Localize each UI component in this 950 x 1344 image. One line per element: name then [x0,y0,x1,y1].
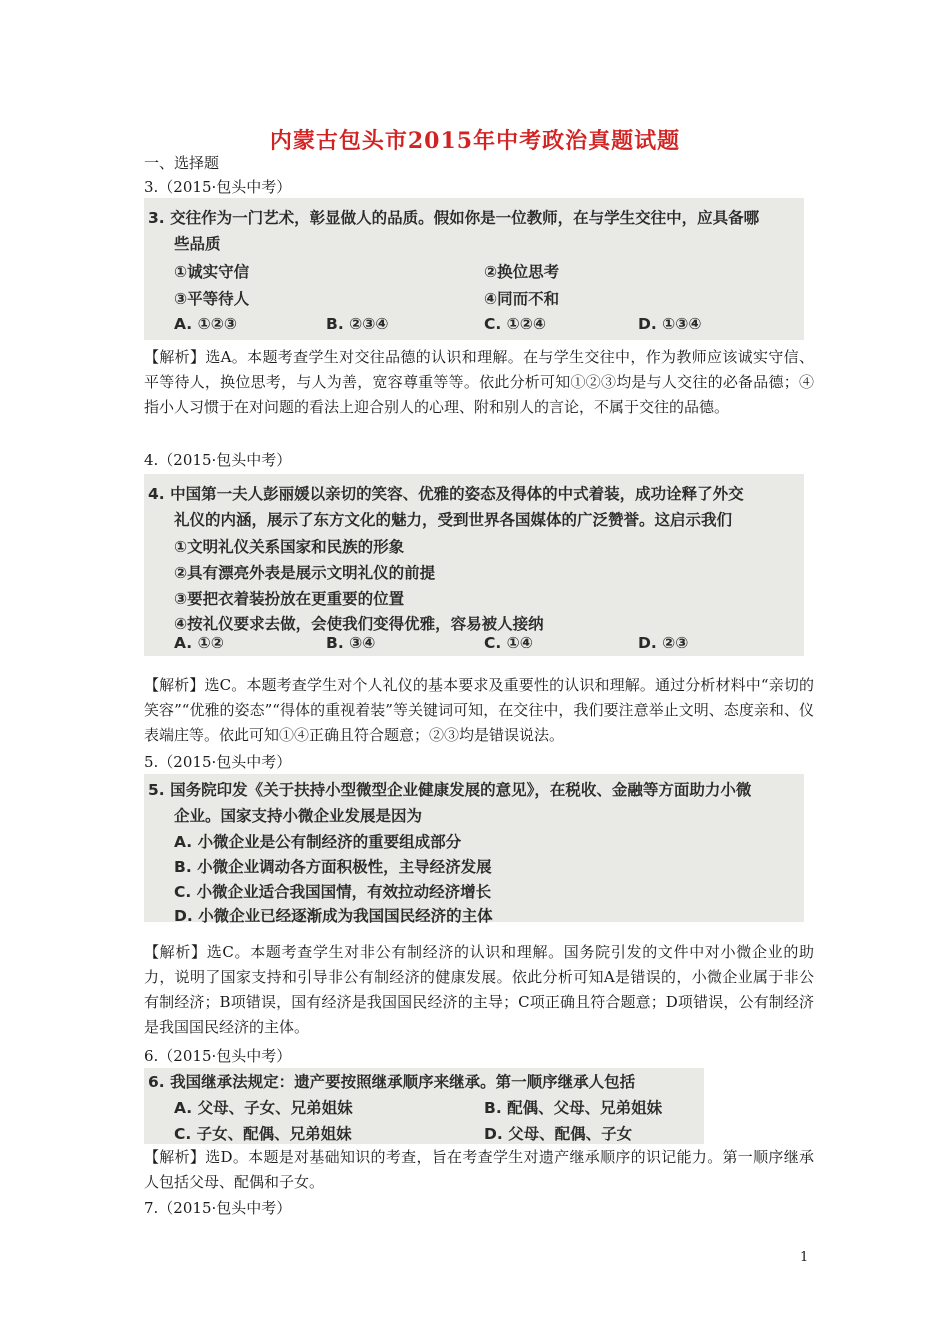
answer-option: D. 父母、配偶、子女 [484,1125,633,1143]
analysis-paragraph: 【解析】选D。本题是对基础知识的考查，旨在考查学生对遗产继承顺序的识记能力。第一顺序继承人包括父母、配偶和子女。 [144,1148,814,1191]
answer-option: C. ①②④ [484,315,547,333]
answer-option: C. 子女、配偶、兄弟姐妹 [174,1125,352,1143]
analysis-paragraph: 【解析】选C。本题考查学生对非公有制经济的认识和理解。国务院引发的文件中对小微企业的助力，说明了国家支持和引导非公有制经济的健康发展。依此分析可知A是错误的，小微企业属于非公有制经济；B项错误，国有经济是我国国民经济的主导；C项正确且符合题意；D项错误，公有制经济是我国国民经济的主体。 [144,943,814,1036]
statement-item: ①诚实守信 [174,263,250,281]
answer-option: B. 配偶、父母、兄弟姐妹 [484,1099,663,1117]
answer-option: D. 小微企业已经逐渐成为我国国民经济的主体 [174,907,493,925]
question-image [144,1068,704,1144]
statement-item: ④按礼仪要求去做，会使我们变得优雅，容易被人接纳 [174,615,544,633]
question-stem: 些品质 [174,235,221,253]
question-source: 7.（2015·包头中考） [144,1199,292,1217]
page-number: 1 [800,1250,809,1265]
answer-option: B. ③④ [326,634,376,652]
question-image [144,198,804,340]
answer-option: A. 父母、子女、兄弟姐妹 [174,1099,353,1117]
question-stem: 企业。国家支持小微企业发展是因为 [174,807,423,825]
statement-item: ④同而不和 [484,290,560,308]
page-title: 内蒙古包头市2015年中考政治真题试题 [269,128,681,154]
section-heading: 一、选择题 [144,154,220,172]
statement-item: ②换位思考 [484,263,560,281]
question-source: 6.（2015·包头中考） [144,1047,292,1065]
answer-option: A. 小微企业是公有制经济的重要组成部分 [174,833,462,851]
question-image [144,774,804,925]
answer-option: B. ②③④ [326,315,389,333]
statement-item: ③平等待人 [174,290,250,308]
answer-option: C. 小微企业适合我国国情，有效拉动经济增长 [174,883,492,901]
answer-option: B. 小微企业调动各方面积极性，主导经济发展 [174,858,492,876]
analysis-paragraph: 【解析】选C。本题考查学生对个人礼仪的基本要求及重要性的认识和理解。通过分析材料中“亲切的笑容”“优雅的姿态”“得体的重视着装”等关键词可知，在交往中，我们要注意举止文明、态度亲和、仪表端庄等。依此可知①④正确且符合题意；②③均是错误说法。 [144,676,814,744]
question-image [144,474,804,656]
question-stem: 4. 中国第一夫人彭丽媛以亲切的笑容、优雅的姿态及得体的中式着装，成功诠释了外交 [148,485,744,503]
answer-option: D. ①③④ [638,315,702,333]
question-stem: 6. 我国继承法规定：遗产要按照继承顺序来继承。第一顺序继承人包括 [148,1073,636,1091]
answer-option: A. ①② [174,634,224,652]
question-source: 5.（2015·包头中考） [144,753,292,771]
question-source: 3.（2015·包头中考） [144,178,292,196]
answer-option: A. ①②③ [174,315,237,333]
statement-item: ②具有漂亮外表是展示文明礼仪的前提 [174,564,436,582]
question-stem: 5. 国务院印发《关于扶持小型微型企业健康发展的意见》，在税收、金融等方面助力小微 [148,781,752,799]
question-stem: 礼仪的内涵，展示了东方文化的魅力，受到世界各国媒体的广泛赞誉。这启示我们 [174,511,733,529]
analysis-paragraph: 【解析】选A。本题考查学生对交往品德的认识和理解。在与学生交往中，作为教师应该诚实守信、平等待人，换位思考，与人为善，宽容尊重等等。依此分析可知①②③均是与人交往的必备品德；④指小人习惯于在对问题的看法上迎合别人的心理、附和别人的言论，不属于交往的品德。 [144,348,814,416]
statement-item: ①文明礼仪关系国家和民族的形象 [174,538,405,556]
question-source: 4.（2015·包头中考） [144,451,292,469]
statement-item: ③要把衣着装扮放在更重要的位置 [174,590,405,608]
question-stem: 3. 交往作为一门艺术，彰显做人的品质。假如你是一位教师，在与学生交往中，应具备哪 [148,209,760,227]
answer-option: C. ①④ [484,634,533,652]
answer-option: D. ②③ [638,634,689,652]
